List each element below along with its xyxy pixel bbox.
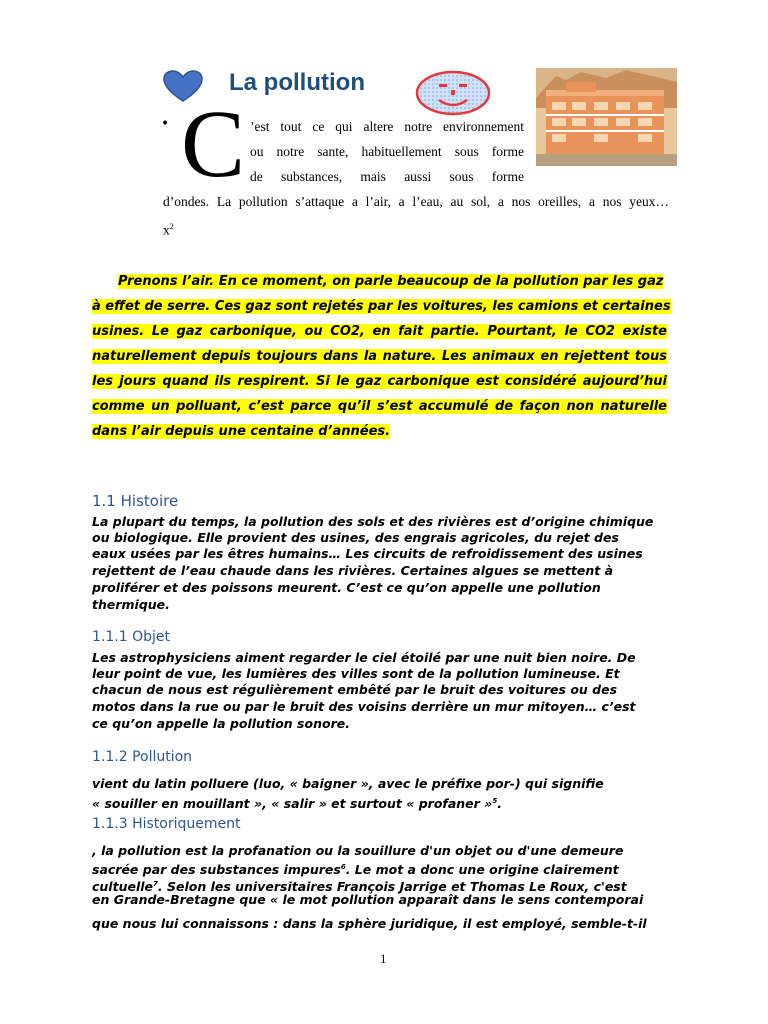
intro-line: d’ondes. La pollution s’attaque a l’air, a l’eau, au sol, a nos oreilles, a nos yeux… bbox=[163, 194, 669, 209]
body-line: leur point de vue, les lumières des villes sont de la pollution lumineuse. Et bbox=[92, 666, 620, 681]
body-line: « souiller en mouillant », « salir » et surtout « profaner »$^5$. bbox=[92, 796, 502, 812]
body-line: eaux usées par les êtres humains… Les circuits de refroidissement des usines bbox=[92, 546, 643, 561]
body-line: ou biologique. Elle provient des usines, des engrais agricoles, du rejet des bbox=[92, 530, 619, 545]
intro-line: ’est tout ce qui altere notre environnement bbox=[250, 119, 524, 134]
body-line: La plupart du temps, la pollution des sols et des rivières est d’origine chimique bbox=[92, 514, 654, 529]
drop-cap: C bbox=[181, 90, 246, 197]
body-line: chacun de nous est régulièrement embêté par le bruit des voitures ou des bbox=[92, 682, 618, 697]
body-line: cultuelle$^7$. Selon les universitaires François Jarrige et Thomas Le Roux, c'est bbox=[92, 879, 627, 895]
smiley-face-icon bbox=[415, 70, 491, 116]
section-heading-pollution: 1.1.2 Pollution bbox=[92, 749, 193, 765]
formula-exponent: 2 bbox=[169, 222, 174, 231]
body-line: sacrée par des substances impures$^6$. Le mot a donc une origine clairement bbox=[92, 862, 619, 878]
body-line: , la pollution est la profanation ou la souillure d'un objet ou d'une demeure bbox=[92, 843, 624, 858]
highlight-line: usines. Le gaz carbonique, ou CO2, en fait partie. Pourtant, le CO2 existe bbox=[92, 324, 667, 339]
body-line: Les astrophysiciens aiment regarder le ciel étoilé par une nuit bien noire. De bbox=[92, 650, 636, 665]
body-line: vient du latin polluere (luo, « baigner », avec le préfixe por-) qui signifie bbox=[92, 776, 604, 791]
bullet-marker: • bbox=[161, 116, 170, 132]
page-title: La pollution bbox=[229, 69, 365, 96]
formula bbox=[163, 222, 174, 239]
section-heading-historiquement: 1.1.3 Historiquement bbox=[92, 816, 241, 832]
highlight-line: comme un polluant, c’est parce qu’il s’est accumulé de façon non naturelle bbox=[92, 399, 667, 414]
highlight-line: naturellement depuis toujours dans la nature. Les animaux en rejettent tous bbox=[92, 349, 667, 364]
highlight-line: Prenons l’air. En ce moment, on parle beaucoup de la pollution par les gaz bbox=[118, 274, 664, 289]
body-line: en Grande-Bretagne que « le mot pollution apparaît dans le sens contemporai bbox=[92, 892, 644, 907]
highlight-line: dans l’air depuis une centaine d’années. bbox=[92, 424, 391, 439]
body-line: proliférer et des poissons meurent. C’est ce qu’on appelle une pollution bbox=[92, 580, 601, 595]
section-heading-histoire: 1.1 Histoire bbox=[92, 492, 179, 510]
highlight-line: les jours quand ils respirent. Si le gaz carbonique est considéré aujourd’hui bbox=[92, 374, 667, 389]
body-line: rejettent de l’eau chaude dans les rivières. Certaines algues se mettent à bbox=[92, 563, 614, 578]
highlight-line: à effet de serre. Ces gaz sont rejetés par les voitures, les camions et certaines bbox=[92, 299, 671, 314]
intro-line: de substances, mais aussi sous forme bbox=[250, 169, 524, 184]
body-line: motos dans la rue ou par le bruit des voisins derrière un mur mitoyen… c’est bbox=[92, 699, 636, 714]
body-line: que nous lui connaissons : dans la sphère juridique, il est employé, semble-t-il bbox=[92, 916, 647, 931]
building-photo bbox=[536, 68, 677, 166]
body-line: ce qu’on appelle la pollution sonore. bbox=[92, 716, 350, 731]
page-number: 1 bbox=[380, 951, 387, 966]
body-line: thermique. bbox=[92, 597, 170, 612]
formula-base: x bbox=[163, 222, 170, 238]
intro-line: ou notre sante, habituellement sous forme bbox=[250, 144, 524, 159]
section-heading-objet: 1.1.1 Objet bbox=[92, 629, 170, 645]
